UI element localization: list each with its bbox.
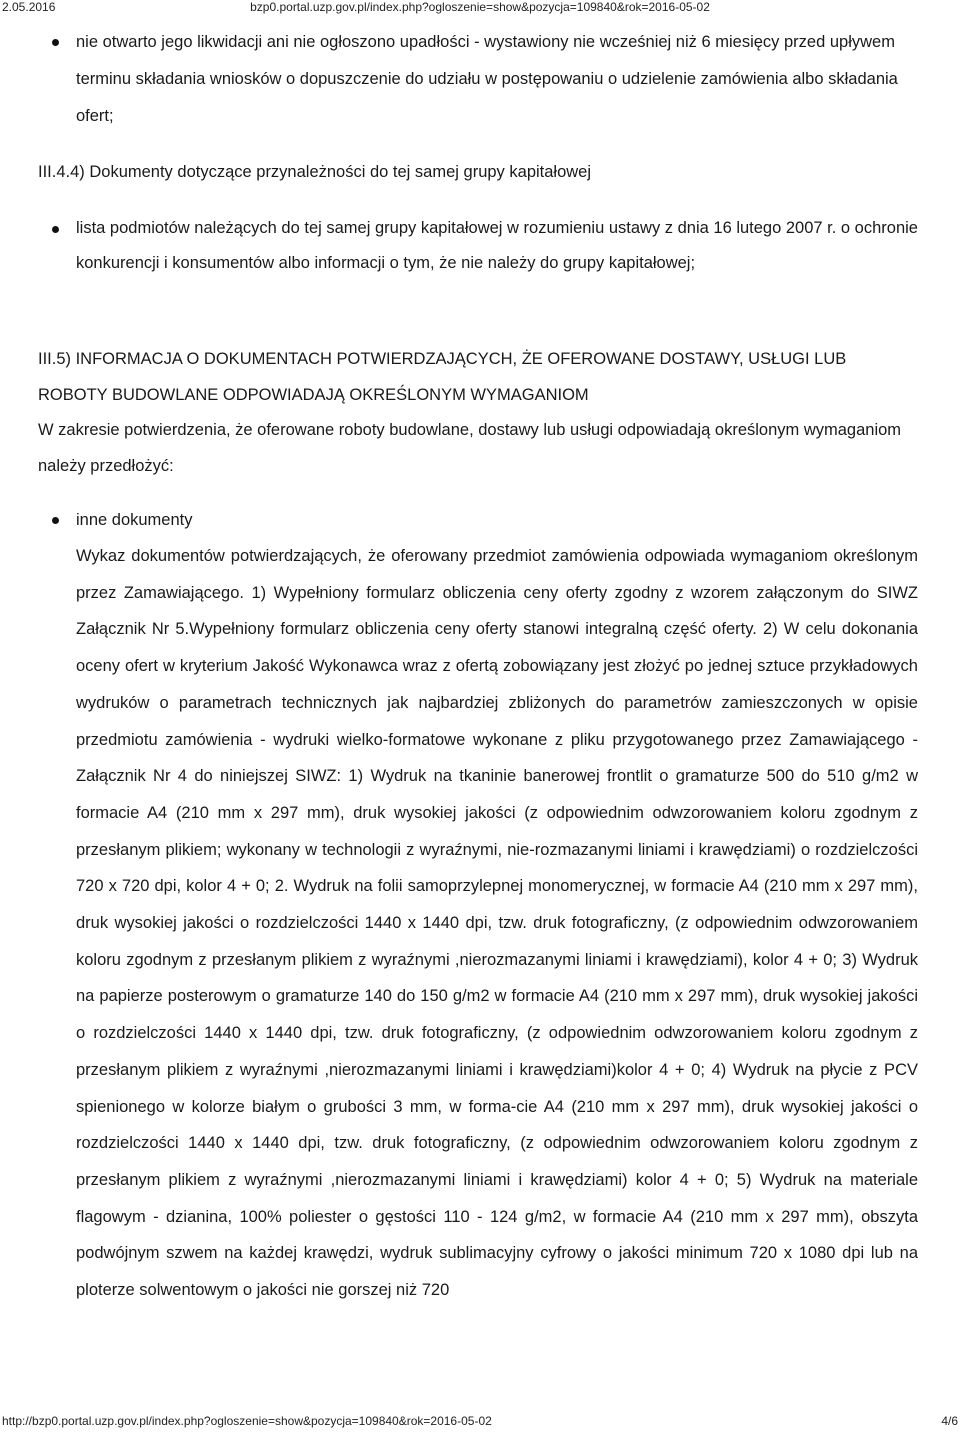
footer-url: http://bzp0.portal.uzp.gov.pl/index.php?ogloszenie=show&pozycja=109840&rok=2016-05-02 (2, 1414, 492, 1428)
print-url: bzp0.portal.uzp.gov.pl/index.php?ogloszenie=show&pozycja=109840&rok=2016-05-02 (250, 0, 710, 14)
section-iii5-heading: III.5) INFORMACJA O DOKUMENTACH POTWIERDZAJĄCYCH, ŻE OFEROWANE DOSTAWY, USŁUGI LUB ROBOTY BUDOWLANE ODPOWIADAJĄ OKREŚLONYM WYMAGANIOM (38, 350, 847, 404)
section-iii5-bullet-body: Wykaz dokumentów potwierdzających, że oferowany przedmiot zamówienia odpowiada wymaganiom określonym przez Zamawiającego. 1) Wypełniony formularz obliczenia ceny oferty zgodny z wzorem załączonym do SIWZ Załącznik Nr 5.Wypełniony formularz obliczenia ceny oferty stanowi integralną część oferty. 2) W celu dokonania oceny ofert w kryterium Jakość Wykonawca wraz z ofertą zobowiązany jest złożyć po jednej sztuce przykładowych wydruków o parametrach technicznych jak najbardziej zbliżonych do parametrów zamieszczonych w opisie przedmiotu zamówienia - wydruki wielko-formatowe wykonane z pliku przygotowanego przez Zamawiającego - Załącznik Nr 4 do niniejszej SIWZ: 1) Wydruk na tkaninie banerowej frontlit o gramaturze 500 do 510 g/m2 w formacie A4 (210 mm x 297 mm), druk wysokiej jakości (z odpowiednim odwzorowaniem koloru zgodnym z przesłanym plikiem; wykonany w technologii z wyraźnymi, nie-rozmazanymi liniami i krawędziami) o rozdzielczości 720 x 720 dpi, kolor 4 + 0; 2. Wydruk na folii samoprzylepnej monomerycznej, w formacie A4 (210 mm x 297 mm), druk wysokiej jakości o rozdzielczości 1440 x 1440 dpi, tzw. druk fotograficzny, (z odpowiednim odwzorowaniem koloru zgodnym z przesłanym plikiem z wyraźnymi ,nierozmazanymi liniami i krawędziami), kolor 4 + 0; 3) Wydruk na papierze posterowym o gramaturze 140 do 150 g/m2 w formacie A4 (210 mm x 297 mm), druk wysokiej jakości o rozdzielczości 1440 x 1440 dpi, tzw. druk fotograficzny, (z odpowiednim odwzorowaniem koloru zgodnym z przesłanym plikiem z wyraźnymi ,nierozmazanymi liniami i krawędziami)kolor 4 + 0; 4) Wydruk na płycie z PCV spienionego w kolorze białym o grubości 3 mm, w forma-cie A4 (210 mm x 297 mm), druk wysokiej jakości o rozdzielczości 1440 x 1440 dpi, tzw. druk fotograficzny, (z odpowiednim odwzorowaniem koloru zgodnym z przesłanym plikiem z wyraźnymi ,nierozmazanymi liniami i krawędziami) kolor 4 + 0; 5) Wydruk na materiale flagowym - dzianina, 100% poliester o gęstości 110 - 124 g/m2, w formacie A4 (210 mm x 297 mm), obszyta podwójnym szwem na każdej krawędzi, wydruk sublimacyjny cyfrowy o jakości minimum 720 x 1080 dpi lub na ploterze solwentowym o jakości nie gorszej niż 720 (76, 547, 918, 1300)
print-header (0, 0, 960, 16)
print-footer (0, 1414, 960, 1430)
bullet-liquidation-text: nie otwarto jego likwidacji ani nie ogłoszono upadłości - wystawiony nie wcześniej niż 6 miesięcy przed upływem terminu składania wniosków o dopuszczenie do udziału w postępowaniu o udzielenie zamówienia albo składania ofert; (76, 33, 898, 125)
print-date: 2.05.2016 (2, 0, 56, 14)
bullet-dot (52, 226, 59, 233)
section-iii44-heading: III.4.4) Dokumenty dotyczące przynależności do tej samej grupy kapitałowej (38, 163, 592, 181)
bullet-dot (52, 39, 59, 46)
section-iii5-intro: W zakresie potwierdzenia, że oferowane roboty budowlane, dostawy lub usługi odpowiadają określonym wymaganiom należy przedłożyć: (38, 421, 902, 475)
section-iii5-bullet-title: inne dokumenty (76, 511, 193, 529)
bullet-dot (52, 517, 59, 524)
page-number: 4/6 (941, 1414, 958, 1428)
section-iii44-bullet-text: lista podmiotów należących do tej samej grupy kapitałowej w rozumieniu ustawy z dnia 16 lutego 2007 r. o ochronie konkurencji i konsumentów albo informacji o tym, że nie należy do grupy kapitałowej; (76, 219, 918, 272)
